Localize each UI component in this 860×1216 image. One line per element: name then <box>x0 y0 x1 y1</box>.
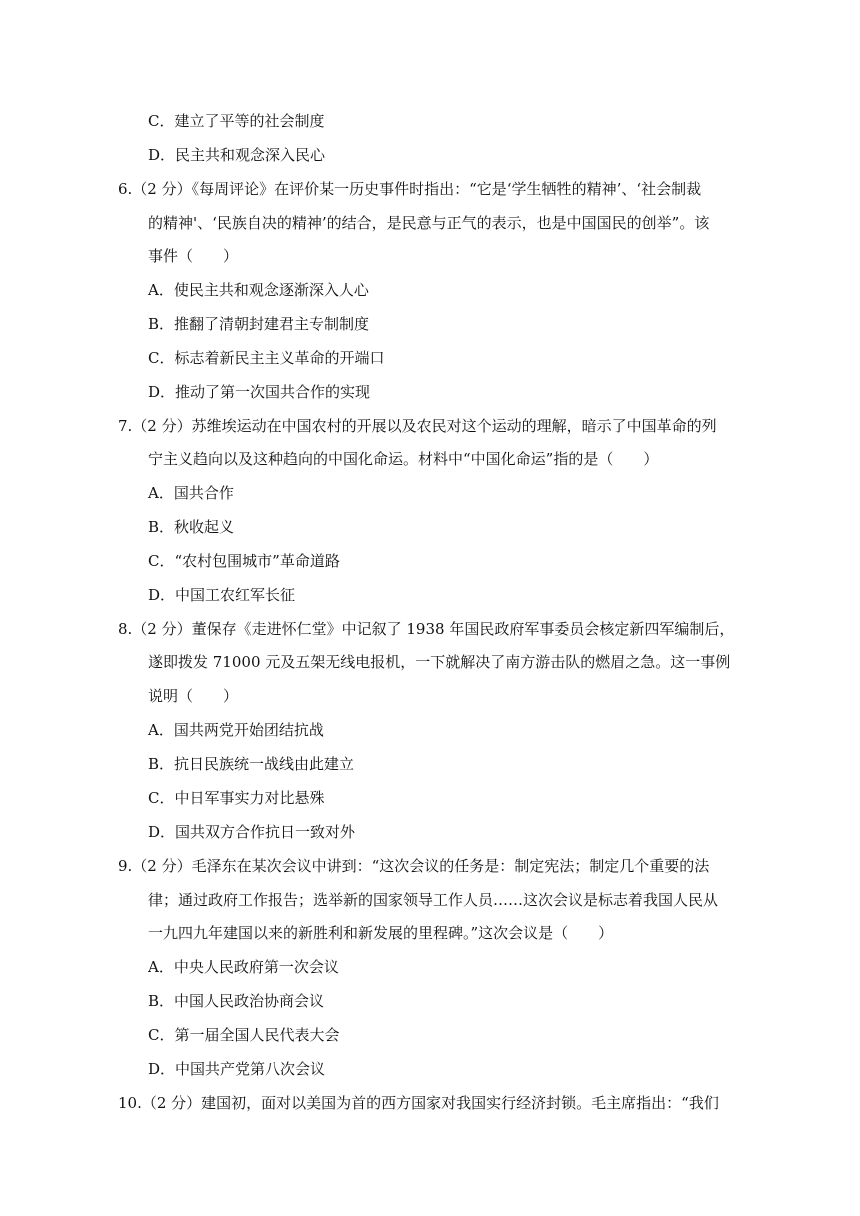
option-a: A．国共两党开始团结抗战 <box>148 721 324 739</box>
option-c: C．“农村包围城市”革命道路 <box>148 552 340 570</box>
option-b: B．推翻了清朝封建君主专制制度 <box>148 315 370 333</box>
option-c: C．中日军事实力对比悬殊 <box>148 789 325 807</box>
option-a: A．使民主共和观念逐渐深入人心 <box>148 281 369 299</box>
question-text: 6.（2 分）《每周评论》在评价某一历史事件时指出：“它是‘学生牺牲的精神’、‘社会制裁 <box>118 180 702 198</box>
option-a: A．国共合作 <box>148 484 234 502</box>
option-c: C．第一届全国人民代表大会 <box>148 1026 340 1044</box>
question-text: 事件（ ） <box>148 247 239 265</box>
question-text: 9.（2 分）毛泽东在某次会议中讲到：“这次会议的任务是：制定宪法；制定几个重要的法 <box>118 857 710 875</box>
option-d: D．国共双方合作抗日一致对外 <box>148 823 356 841</box>
question-text: 遂即拨发 71000 元及五架无线电报机，一下就解决了南方游击队的燃眉之急。这一事例 <box>148 653 731 671</box>
question-text: 7.（2 分）苏维埃运动在中国农村的开展以及农民对这个运动的理解，暗示了中国革命的列 <box>118 417 717 435</box>
option-b: B．抗日民族统一战线由此建立 <box>148 755 355 773</box>
question-text: 10.（2 分）建国初，面对以美国为首的西方国家对我国实行经济封锁。毛主席指出：“我们 <box>118 1094 719 1112</box>
option-d: D．民主共和观念深入民心 <box>148 146 326 164</box>
option-d: D．中国工农红军长征 <box>148 586 296 604</box>
question-text: 说明（ ） <box>148 687 239 705</box>
question-text: 的精神'、‘民族自决的精神’的结合，是民意与正气的表示，也是中国国民的创举”。该 <box>148 214 710 232</box>
question-text: 律；通过政府工作报告；选举新的国家领导工作人员……这次会议是标志着我国人民从 <box>148 891 719 909</box>
option-b: B．秋收起义 <box>148 518 235 536</box>
question-text: 宁主义趋向以及这种趋向的中国化命运。材料中“中国化命运”指的是（ ） <box>148 450 659 468</box>
option-a: A．中央人民政府第一次会议 <box>148 958 339 976</box>
question-text: 一九四九年建国以来的新胜利和新发展的里程碑。”这次会议是（ ） <box>148 924 614 942</box>
option-b: B．中国人民政治协商会议 <box>148 992 325 1010</box>
option-d: D．推动了第一次国共合作的实现 <box>148 383 371 401</box>
option-c: C．建立了平等的社会制度 <box>148 112 325 130</box>
question-text: 8.（2 分）董保存《走进怀仁堂》中记叙了 1938 年国民政府军事委员会核定新四军编制后， <box>118 620 735 638</box>
option-c: C．标志着新民主主义革命的开端口 <box>148 349 385 367</box>
option-d: D．中国共产党第八次会议 <box>148 1060 326 1078</box>
